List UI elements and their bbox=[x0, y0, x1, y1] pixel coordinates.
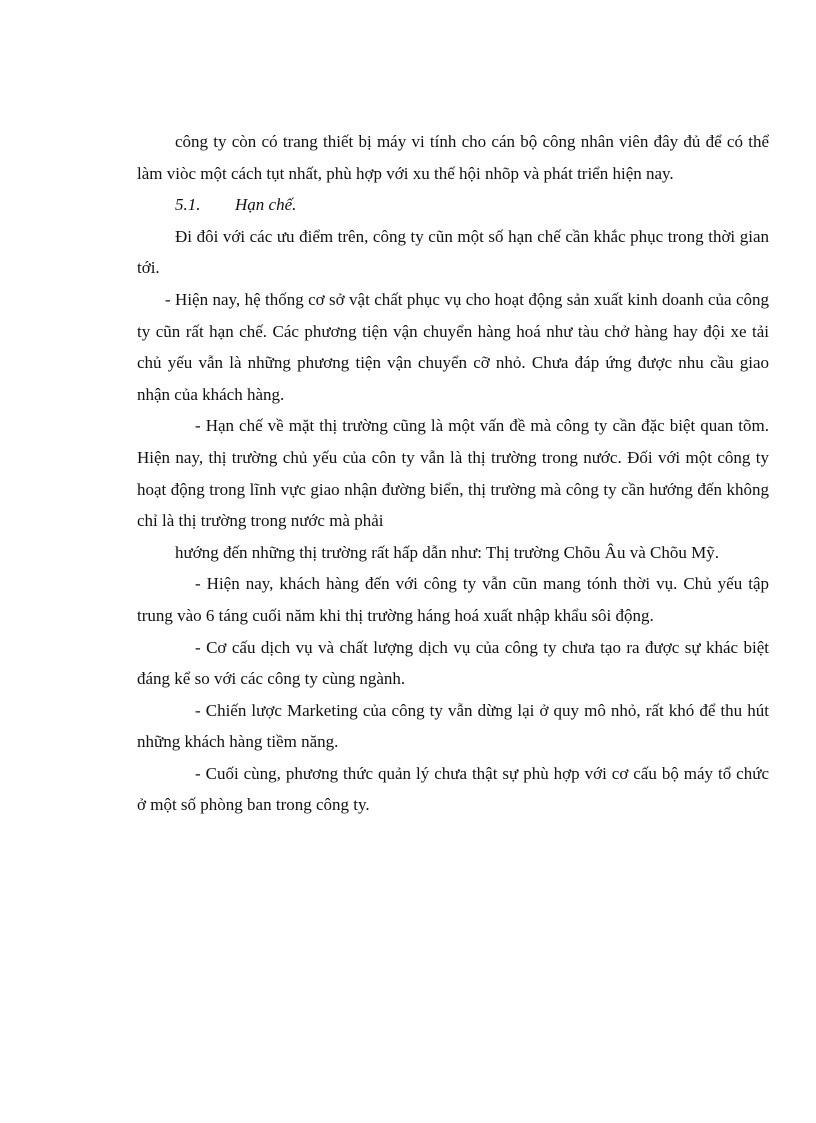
paragraph-marketing: - Chiến lược Marketing của công ty vẫn dừng lại ở quy mô nhỏ, rất khó để thu hút những khách hàng tiềm năng. bbox=[137, 700, 769, 752]
section-heading bbox=[137, 189, 769, 221]
paragraph-management: - Cuối cùng, phương thức quản lý chưa thật sự phù hợp với cơ cấu bộ máy tổ chức ở một số phòng ban trong công ty. bbox=[137, 763, 769, 815]
paragraph-service-structure: - Cơ cấu dịch vụ và chất lượng dịch vụ của công ty chưa tạo ra được sự khác biệt đáng kể so với các công ty cùng ngành. bbox=[137, 637, 769, 689]
paragraph-intro-limitations: Đi đôi với các ưu điểm trên, công ty cũn một số hạn chế cần khắc phục trong thời gian tới. bbox=[137, 226, 769, 278]
paragraph-infrastructure: - Hiện nay, hệ thống cơ sở vật chất phục vụ cho hoạt động sản xuất kinh doanh của công ty cũn rất hạn chế. Các phương tiện vận chuyển hàng hoá như tàu chở hàng hay đội xe tải chủ yếu vẫn là những phương tiện vận chuyển cỡ nhỏ. Chưa đáp ứng được nhu cầu giao nhận của khách hàng. bbox=[137, 289, 769, 404]
paragraph-market: - Hạn chế về mặt thị trường cũng là một vấn đề mà công ty cần đặc biệt quan tõm. Hiện nay, thị trường chủ yếu của côn ty vẫn là thị trường trong nước. Đối với một công ty hoạt động trong lĩnh vực giao nhận đường biển, thị trường mà công ty cần hướng đến không chỉ là thị trường trong nước mà phải bbox=[137, 416, 769, 531]
paragraph-equipment: công ty còn có trang thiết bị máy vi tính cho cán bộ công nhân viên đây đủ để có thể làm viòc một cách tụt nhất, phù hợp với xu thế hội nhõp và phát triển hiện nay. bbox=[137, 132, 769, 183]
section-title: Hạn chế. bbox=[235, 195, 297, 215]
paragraph-market-continued: hướng đến những thị trường rất hấp dẫn như: Thị trường Chõu Âu và Chõu Mỹ. bbox=[175, 542, 719, 562]
section-number: 5.1. bbox=[175, 195, 201, 215]
paragraph-seasonal: - Hiện nay, khách hàng đến với công ty vẫn cũn mang tónh thời vụ. Chủ yếu tập trung vào 6 táng cuối năm khi thị trường háng hoá xuất nhập khẩu sôi động. bbox=[137, 574, 769, 625]
page-body bbox=[137, 126, 769, 821]
